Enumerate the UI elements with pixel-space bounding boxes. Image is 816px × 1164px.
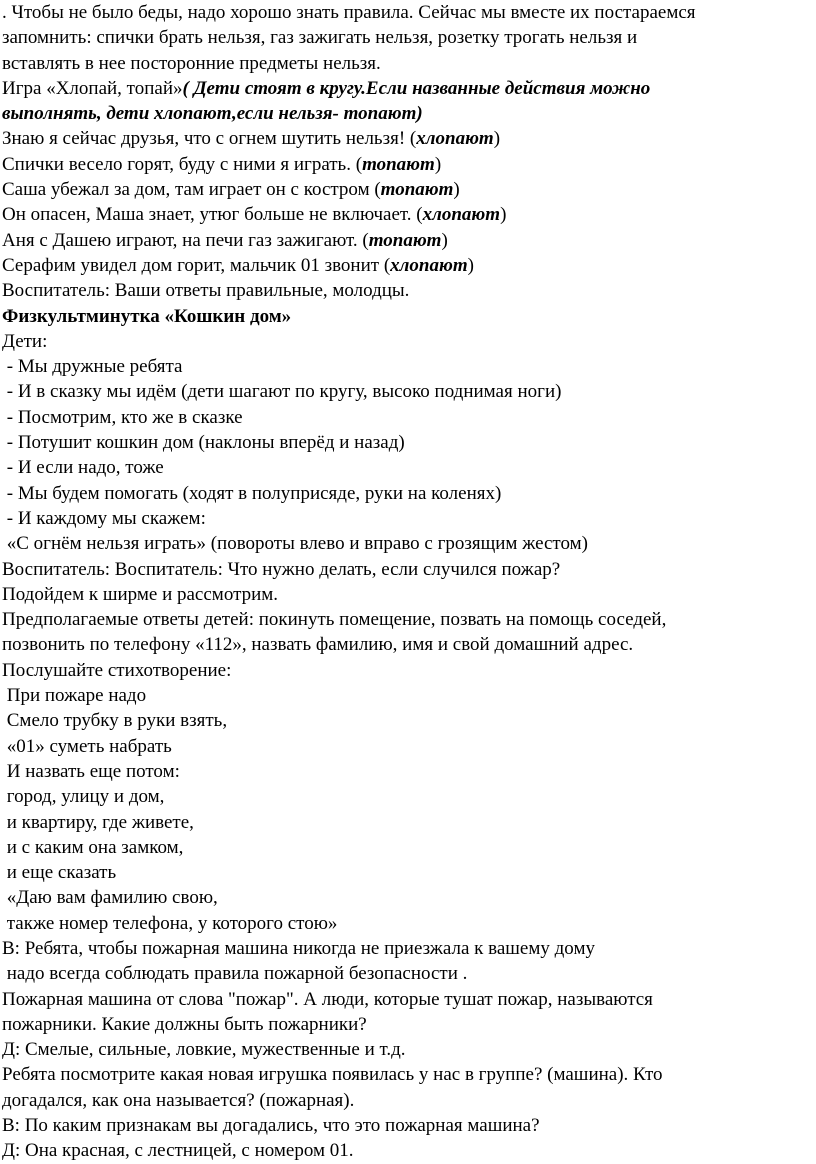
text-segment: Смело трубку в руки взять,	[2, 710, 228, 732]
text-segment: - Посмотрим, кто же в сказке	[2, 406, 243, 428]
text-line	[2, 885, 816, 910]
text-line	[2, 76, 816, 101]
text-segment: - И в сказку мы идём (дети шагают по кругу, высоко поднимая ноги)	[2, 381, 562, 403]
text-line	[2, 506, 816, 531]
text-line	[2, 860, 816, 885]
text-segment: Воспитатель: Ваши ответы правильные, молодцы.	[2, 280, 410, 302]
text-segment: - Потушит кошкин дом (наклоны вперёд и назад)	[2, 432, 405, 454]
text-line	[2, 810, 816, 835]
text-line	[2, 51, 816, 76]
text-segment: «01» суметь набрать	[2, 735, 172, 757]
text-segment: При пожаре надо	[2, 685, 147, 707]
text-segment: )	[467, 254, 474, 276]
text-segment: и с каким она замком,	[2, 836, 184, 858]
text-line	[2, 25, 816, 50]
text-line	[2, 481, 816, 506]
text-line	[2, 936, 816, 961]
text-line	[2, 430, 816, 455]
text-segment: Дети:	[2, 330, 48, 352]
text-segment: пожарники. Какие должны быть пожарники?	[2, 1013, 367, 1035]
text-line	[2, 987, 816, 1012]
text-segment: Предполагаемые ответы детей: покинуть помещение, позвать на помощь соседей,	[2, 609, 667, 631]
text-line	[2, 1037, 816, 1062]
text-line	[2, 784, 816, 809]
emphasized-text: Физкультминутка «Кошкин дом»	[2, 305, 292, 327]
text-line	[2, 531, 816, 556]
text-line	[2, 734, 816, 759]
text-segment: Аня с Дашею играют, на печи газ зажигают. (	[2, 229, 369, 251]
text-line	[2, 405, 816, 430]
text-segment: «Даю вам фамилию свою,	[2, 887, 218, 909]
text-line	[2, 177, 816, 202]
text-segment: Игра «Хлопай, топай»	[2, 77, 183, 99]
text-line	[2, 683, 816, 708]
text-line	[2, 278, 816, 303]
text-segment: Воспитатель: Воспитатель: Что нужно делать, если случился пожар?	[2, 558, 561, 580]
text-segment: Подойдем к ширме и рассмотрим.	[2, 583, 279, 605]
text-segment: город, улицу и дом,	[2, 786, 165, 808]
text-segment: . Чтобы не было беды, надо хорошо знать правила. Сейчас мы вместе их постараемся	[2, 2, 696, 23]
emphasized-text: топают	[362, 153, 435, 175]
text-segment: также номер телефона, у которого стою»	[2, 912, 338, 934]
text-segment: Ребята посмотрите какая новая игрушка появилась у нас в группе? (машина). Кто	[2, 1064, 663, 1086]
text-line	[2, 835, 816, 860]
emphasized-text: ( Дети стоят в кругу.Если названные действия можно	[182, 77, 651, 99]
text-line	[2, 253, 816, 278]
emphasized-text: хлопают	[416, 128, 494, 150]
text-segment: Д: Смелые, сильные, ловкие, мужественные и т.д.	[2, 1039, 406, 1061]
text-segment: В: По каким признакам вы догадались, что это пожарная машина?	[2, 1115, 540, 1137]
text-segment: и квартиру, где живете,	[2, 811, 194, 833]
text-line	[2, 658, 816, 683]
text-segment: догадался, как она называется? (пожарная).	[2, 1089, 355, 1111]
text-line	[2, 1062, 816, 1087]
text-segment: Саша убежал за дом, там играет он с костром (	[2, 179, 381, 201]
text-line	[2, 1088, 816, 1113]
text-line	[2, 632, 816, 657]
text-line	[2, 126, 816, 151]
text-line	[2, 708, 816, 733]
text-line	[2, 607, 816, 632]
text-segment: надо всегда соблюдать правила пожарной безопасности .	[2, 963, 468, 985]
text-segment: - Мы дружные ребята	[2, 356, 183, 378]
text-line	[2, 759, 816, 784]
emphasized-text: хлопают	[422, 204, 501, 226]
text-segment: Д: Она красная, с лестницей, с номером 01.	[2, 1140, 354, 1162]
text-line	[2, 582, 816, 607]
text-line	[2, 911, 816, 936]
text-segment: Спички весело горят, буду с ними я играть. (	[2, 153, 363, 175]
text-segment: Послушайте стихотворение:	[2, 659, 232, 681]
emphasized-text: хлопают	[390, 254, 468, 276]
text-line	[2, 304, 816, 329]
text-line	[2, 228, 816, 253]
text-line	[2, 1138, 816, 1163]
text-segment: позвонить по телефону «112», назвать фамилию, имя и свой домашний адрес.	[2, 634, 634, 656]
text-segment: )	[434, 153, 442, 175]
text-line	[2, 0, 816, 25]
text-segment: )	[453, 179, 460, 201]
text-segment: вставлять в нее посторонние предметы нельзя.	[2, 52, 381, 74]
text-segment: Серафим увидел дом горит, мальчик 01 звонит (	[2, 254, 391, 276]
text-line	[2, 354, 816, 379]
text-line	[2, 152, 816, 177]
emphasized-text: топают	[368, 229, 442, 251]
text-segment: запомнить: спички брать нельзя, газ зажигать нельзя, розетку трогать нельзя и	[2, 27, 638, 49]
text-segment: В: Ребята, чтобы пожарная машина никогда не приезжала к вашему дому	[2, 937, 595, 959]
text-segment: «С огнём нельзя играть» (повороты влево и вправо с грозящим жестом)	[2, 533, 588, 555]
text-segment: - И если надо, тоже	[2, 457, 164, 479]
text-segment: И назвать еще потом:	[2, 760, 180, 782]
text-line	[2, 557, 816, 582]
text-line	[2, 961, 816, 986]
text-segment: Он опасен, Маша знает, утюг больше не включает. (	[2, 204, 423, 226]
text-segment: )	[500, 204, 507, 226]
emphasized-text: выполнять, дети хлопают,если нельзя- топают)	[2, 103, 423, 125]
text-line	[2, 1113, 816, 1138]
text-segment: Пожарная машина от слова "пожар". А люди, которые тушат пожар, называются	[2, 988, 653, 1010]
text-line	[2, 202, 816, 227]
text-segment: Знаю я сейчас друзья, что с огнем шутить нельзя! (	[2, 128, 417, 150]
emphasized-text: топают	[380, 179, 454, 201]
text-line	[2, 455, 816, 480]
text-segment: и еще сказать	[2, 862, 117, 884]
text-line	[2, 1012, 816, 1037]
text-segment: )	[493, 128, 501, 150]
text-line	[2, 101, 816, 126]
text-line	[2, 329, 816, 354]
text-line	[2, 379, 816, 404]
text-segment: )	[441, 229, 448, 251]
text-segment: - Мы будем помогать (ходят в полуприсяде, руки на коленях)	[2, 482, 502, 504]
text-segment: - И каждому мы скажем:	[2, 507, 206, 529]
